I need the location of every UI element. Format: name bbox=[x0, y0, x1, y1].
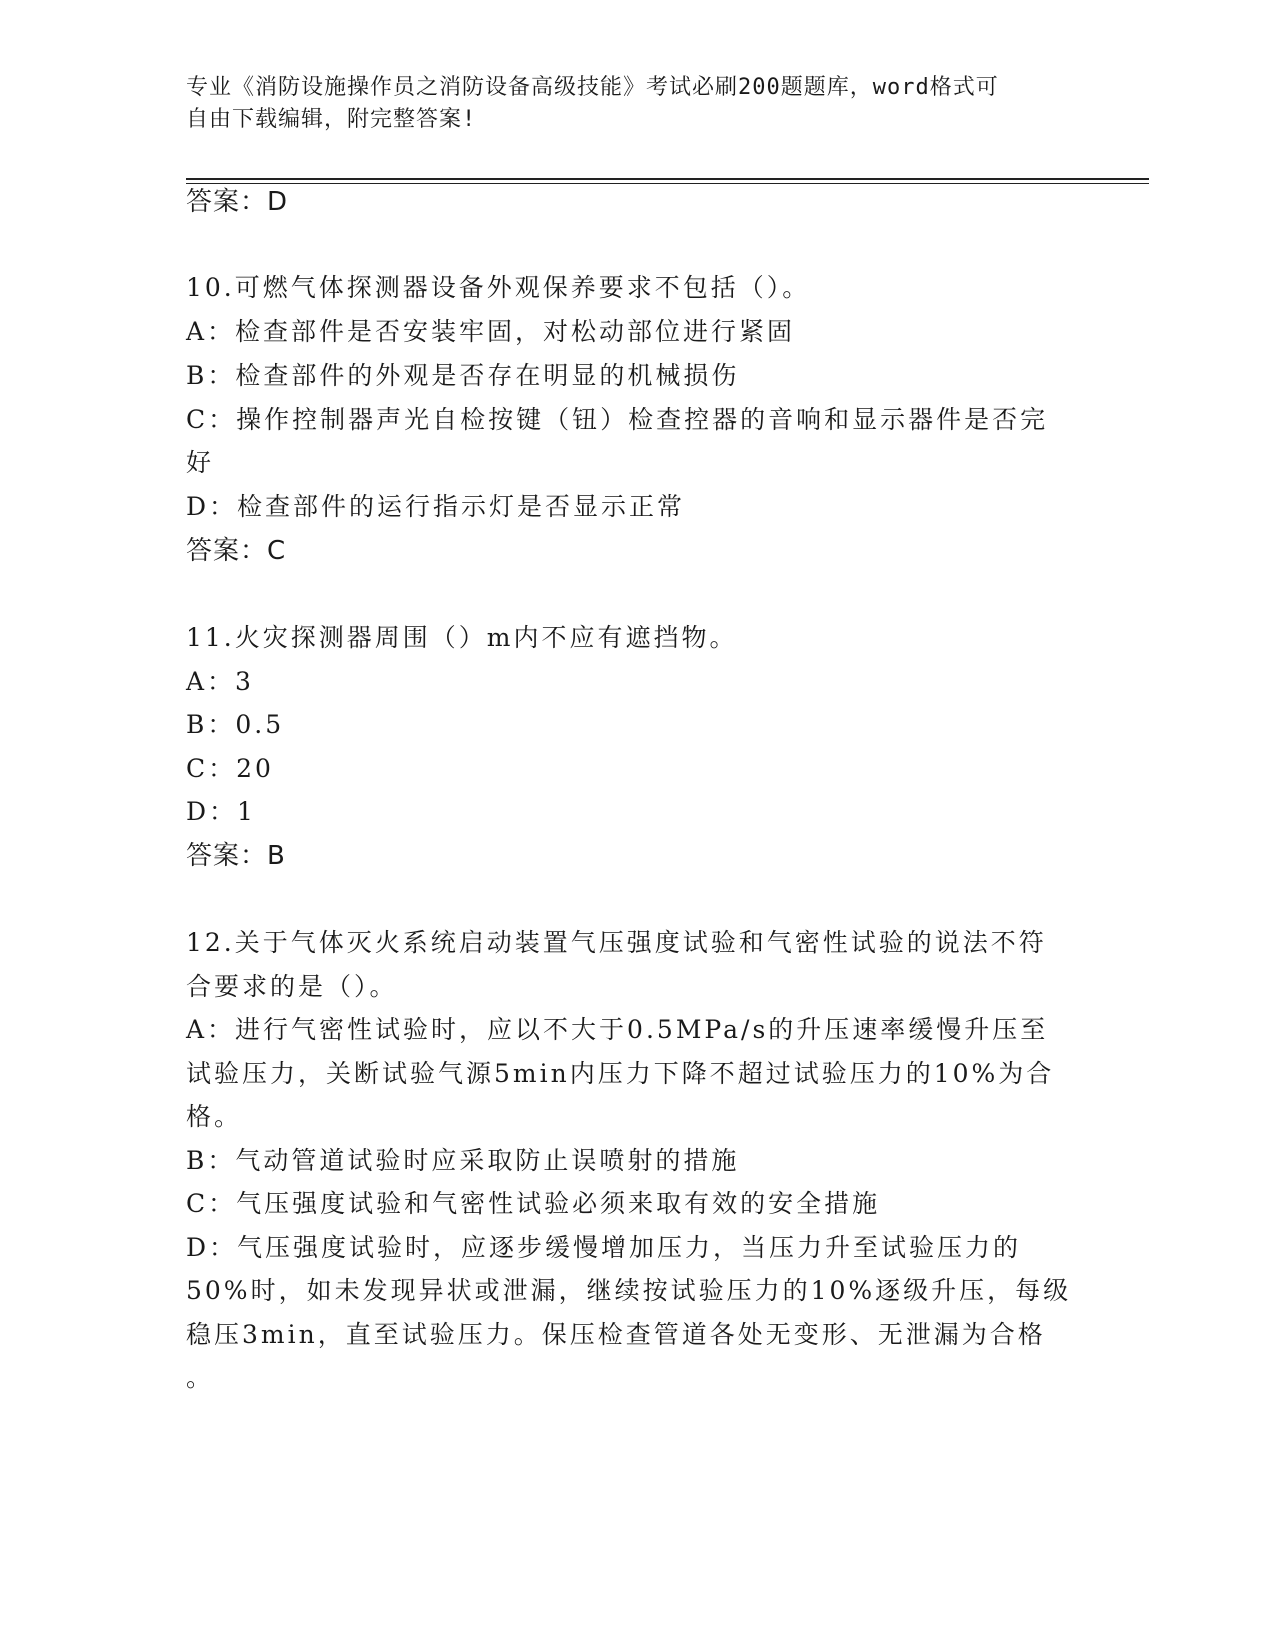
q12-option-d-line3: 稳压3min，直至试验压力。保压检查管道各处无变形、无泄漏为合格 bbox=[186, 1320, 1046, 1349]
header-line-2: 自由下载编辑，附完整答案! bbox=[186, 107, 477, 132]
q11-question: 11.火灾探测器周围（）m内不应有遮挡物。 bbox=[186, 623, 738, 652]
header-divider-thin bbox=[186, 183, 1149, 184]
q10-option-a: A：检查部件是否安装牢固，对松动部位进行紧固 bbox=[186, 317, 796, 346]
q12-option-a-line1: A：进行气密性试验时，应以不大于0.5MPa/s的升压速率缓慢升压至 bbox=[186, 1015, 1049, 1044]
q10-question: 10.可燃气体探测器设备外观保养要求不包括（）。 bbox=[186, 273, 811, 302]
q10-option-c-line2: 好 bbox=[186, 448, 215, 477]
q12-option-d-line4: 。 bbox=[186, 1363, 215, 1392]
q10-option-b: B：检查部件的外观是否存在明显的机械损伤 bbox=[186, 361, 740, 390]
q12-option-b: B：气动管道试验时应采取防止误喷射的措施 bbox=[186, 1146, 740, 1175]
q12-option-a-line3: 格。 bbox=[186, 1102, 243, 1131]
q11-answer: 答案：B bbox=[186, 841, 286, 871]
q12-option-a-line2: 试验压力，关断试验气源5min内压力下降不超过试验压力的10%为合 bbox=[186, 1059, 1055, 1088]
q12-option-d-line1: D：气压强度试验时，应逐步缓慢增加压力，当压力升至试验压力的 bbox=[186, 1233, 1022, 1262]
q11-option-b: B：0.5 bbox=[186, 710, 285, 739]
q11-option-c: C：20 bbox=[186, 754, 274, 783]
q12-question-line1: 12.关于气体灭火系统启动装置气压强度试验和气密性试验的说法不符 bbox=[186, 928, 1047, 957]
q11-option-a: A：3 bbox=[186, 667, 254, 696]
q10-option-c-line1: C：操作控制器声光自检按键（钮）检查控器的音响和显示器件是否完 bbox=[186, 405, 1049, 434]
q10-option-d: D：检查部件的运行指示灯是否显示正常 bbox=[186, 492, 686, 521]
q11-option-d: D：1 bbox=[186, 797, 256, 826]
q12-option-d-line2: 50%时，如未发现异状或泄漏，继续按试验压力的10%逐级升压，每级 bbox=[186, 1276, 1072, 1305]
q12-question-line2: 合要求的是（）。 bbox=[186, 972, 398, 1001]
q12-option-c: C：气压强度试验和气密性试验必须来取有效的安全措施 bbox=[186, 1189, 881, 1218]
document-header bbox=[186, 72, 1066, 136]
header-line-1: 专业《消防设施操作员之消防设备高级技能》考试必刷200题题库，word格式可 bbox=[186, 75, 999, 100]
header-divider-thick bbox=[186, 178, 1149, 180]
q10-answer: 答案：C bbox=[186, 536, 287, 566]
answer-prev: 答案：D bbox=[186, 187, 289, 217]
